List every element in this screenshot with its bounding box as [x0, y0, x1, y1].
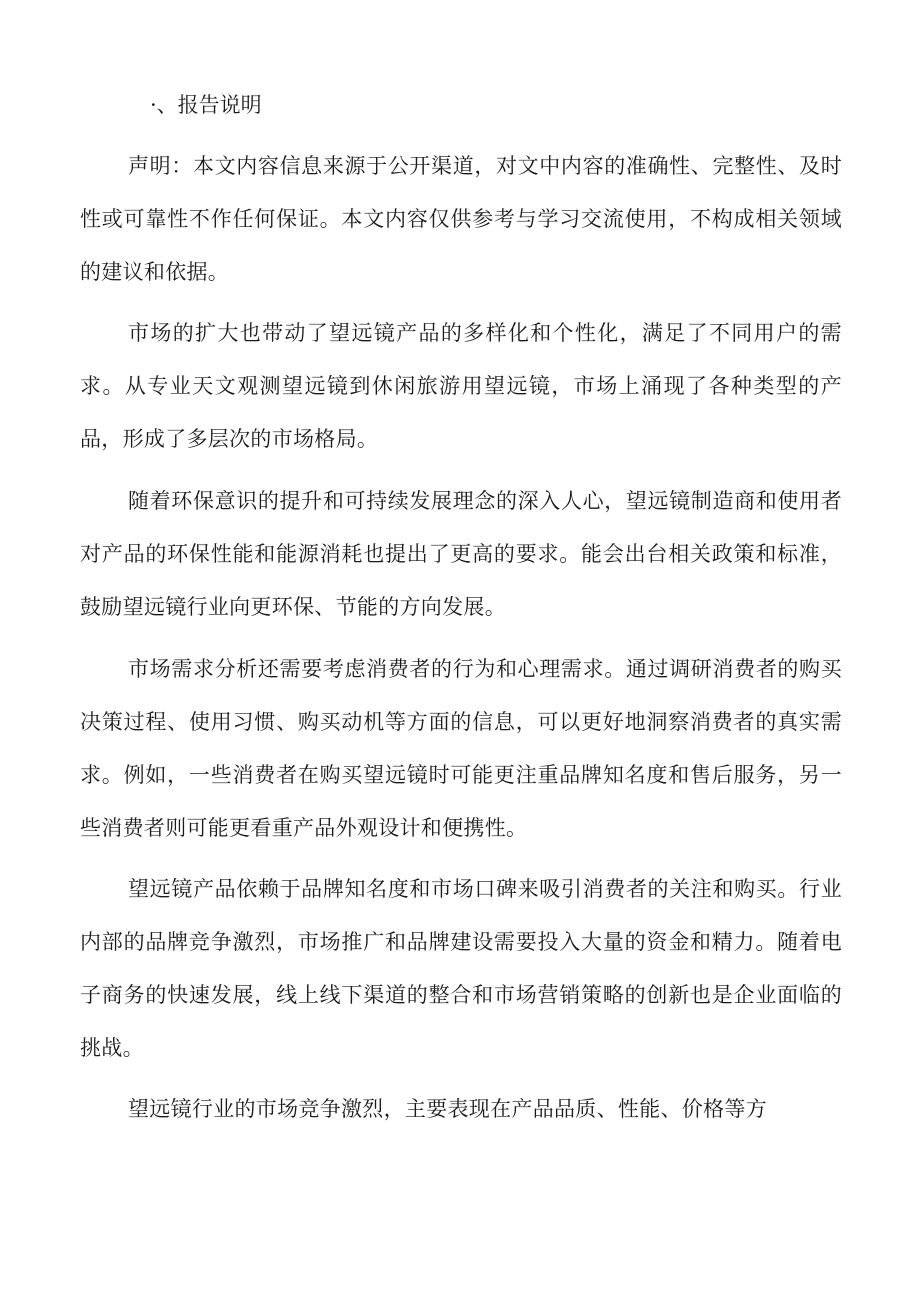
section-heading: ·、报告说明 [150, 93, 262, 117]
body-paragraph: 随着环保意识的提升和可持续发展理念的深入人心，望远镜制造商和使用者对产品的环保性能和能源消耗也提出了更高的要求。能会出台相关政策和标准，鼓励望远镜行业向更环保、节能的方向发展。 [80, 489, 842, 619]
body-paragraph: 市场的扩大也带动了望远镜产品的多样化和个性化，满足了不同用户的需求。从专业天文观测望远镜到休闲旅游用望远镜，市场上涌现了各种类型的产品，形成了多层次的市场格局。 [80, 321, 842, 451]
body-paragraph: 望远镜产品依赖于品牌知名度和市场口碑来吸引消费者的关注和购买。行业内部的品牌竞争激烈，市场推广和品牌建设需要投入大量的资金和精力。随着电子商务的快速发展，线上线下渠道的整合和市场营销策略的创新也是企业面临的挑战。 [80, 877, 842, 1060]
body-paragraph: 望远镜行业的市场竞争激烈，主要表现在产品品质、性能、价格等方 [128, 1097, 767, 1121]
disclaimer-paragraph: 声明：本文内容信息来源于公开渠道，对文中内容的准确性、完整性、及时性或可靠性不作任何保证。本文内容仅供参考与学习交流使用，不构成相关领域的建议和依据。 [80, 154, 842, 284]
body-paragraph: 市场需求分析还需要考虑消费者的行为和心理需求。通过调研消费者的购买决策过程、使用习惯、购买动机等方面的信息，可以更好地洞察消费者的真实需求。例如，一些消费者在购买望远镜时可能更注重品牌知名度和售后服务，另一些消费者则可能更看重产品外观设计和便携性。 [80, 657, 842, 840]
